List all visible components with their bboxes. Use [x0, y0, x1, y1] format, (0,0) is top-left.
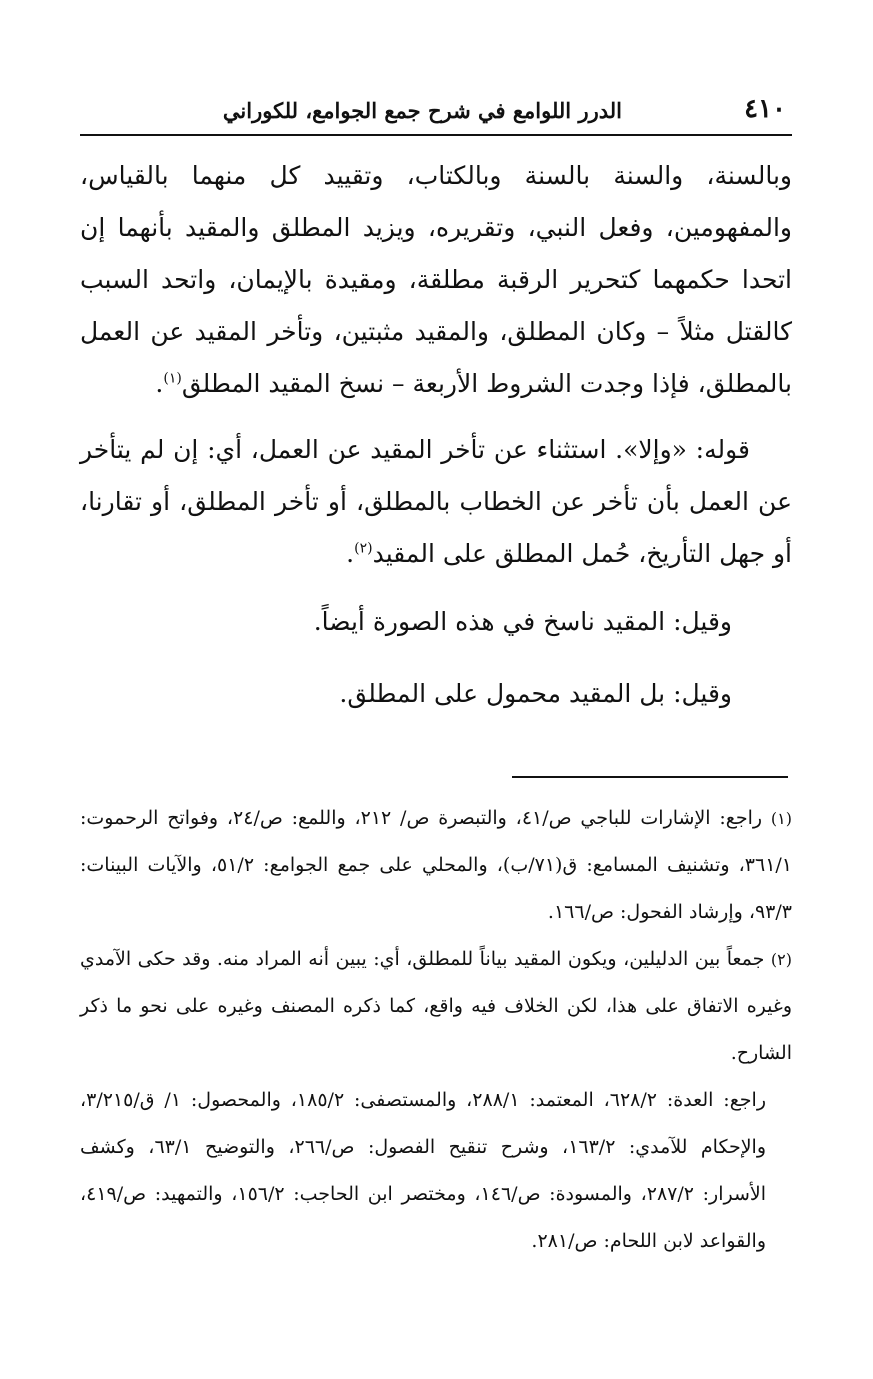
- footnotes: [80, 795, 792, 1265]
- footnote-1-text: راجع: الإشارات للباجي ص/٤١، والتبصرة ص/ ٢١٢، واللمع: ص/٢٤، وفواتح الرحموت: ٣٦١/١، وتشنيف المسامع: ق(٧١/ب)، والمحلي على جمع الجوامع: ٥١/٢، والآيات البينات: ٩٣/٣، وإرشاد الفحول: ص/١٦٦.: [80, 807, 793, 923]
- page-header: [80, 92, 792, 132]
- page-number: ٤١٠: [744, 94, 786, 124]
- paragraph-2: [80, 424, 792, 580]
- footnote-separator: [512, 776, 788, 778]
- footnote-2: [80, 936, 792, 1077]
- footnote-2-references: راجع: العدة: ٦٢٨/٢، المعتمد: ٢٨٨/١، والمستصفى: ١٨٥/٢، والمحصول: ١/ ق/٣/٢١٥، والإحكام للآمدي: ١٦٣/٢، وشرح تنقيح الفصول: ص/٢٦٦، والتوضيح ٦٣/١، وكشف الأسرار: ٢٨٧/٢، والمسودة: ص/١٤٦، ومختصر ابن الحاجب: ١٥٦/٢، والتمهيد: ص/٤١٩، والقواعد لابن اللحام: ص/٢٨١.: [80, 1089, 767, 1252]
- footnote-ref-1: (١): [163, 370, 182, 387]
- paragraph-1: [80, 150, 792, 410]
- footnote-2-text: جمعاً بين الدليلين، ويكون المقيد بياناً للمطلق، أي: يبين أنه المراد منه. وقد حكى الآمدي وغيره الاتفاق على هذا، لكن الخلاف فيه واقع، كما ذكره المصنف وغيره على نحو ما ذكر الشارح.: [80, 948, 792, 1064]
- main-text: [80, 150, 792, 724]
- running-title: الدرر اللوامع في شرح جمع الجوامع، للكوراني: [222, 98, 622, 123]
- footnote-2-marker: (٢): [770, 950, 792, 969]
- header-rule: [80, 134, 792, 136]
- paragraph-2-text: قوله: «وإلا». استثناء عن تأخر المقيد عن العمل، أي: إن لم يتأخر عن العمل بأن تأخر عن الخطاب بالمطلق، أو تأخر المطلق، أو تقارنا، أو جهل التأريخ، حُمل المطلق على المقيد: [80, 435, 792, 568]
- paragraph-3: وقيل: المقيد ناسخ في هذه الصورة أيضاً.: [313, 607, 732, 636]
- footnote-1-marker: (١): [770, 809, 792, 828]
- footnote-1: [80, 795, 792, 936]
- paragraph-2-end: .: [346, 539, 355, 568]
- footnote-ref-2: (٢): [354, 540, 373, 557]
- paragraph-1-end: .: [155, 369, 164, 398]
- paragraph-1-text: وبالسنة، والسنة بالسنة وبالكتاب، وتقييد كل منهما بالقياس، والمفهومين، وفعل النبي، وتقريره، ويزيد المطلق والمقيد بأنهما إن اتحدا حكمهما كتحرير الرقبة مطلقة، ومقيدة بالإيمان، واتحد السبب كالقتل مثلاً – وكان المطلق، والمقيد مثبتين، وتأخر المقيد عن العمل بالمطلق، فإذا وجدت الشروط الأربعة – نسخ المقيد المطلق: [80, 161, 792, 398]
- paragraph-4: وقيل: بل المقيد محمول على المطلق.: [339, 679, 732, 708]
